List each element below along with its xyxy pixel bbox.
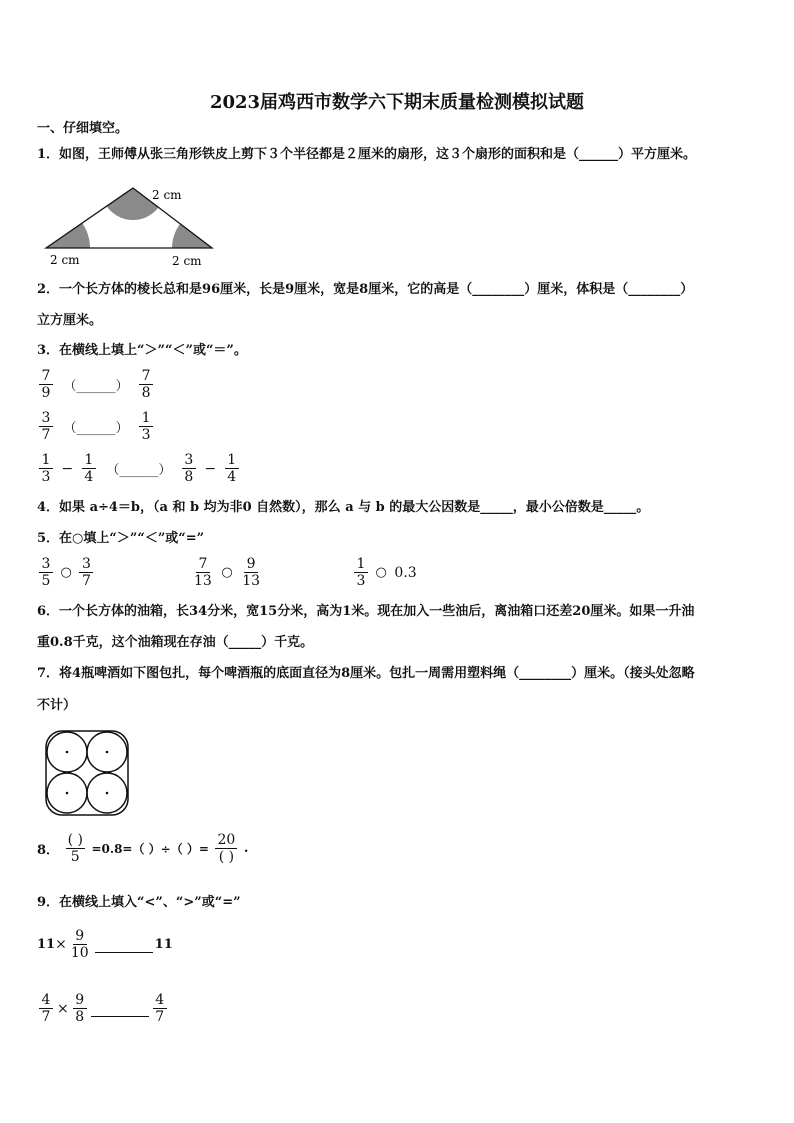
four-bottles-figure [43,728,131,818]
fraction: $\frac{3}{7}$ [39,410,53,443]
question-5-text: 5．在○填上“＞”“＜”或“=” [37,531,205,546]
q9-expr-2: $\frac{4}{7}$ × $\frac{9}{8}$ $\frac{4}{7}$ [37,992,169,1025]
question-6-line2: 重0.8千克，这个油箱现在存油（_____）千克。 [37,635,314,650]
question-9-text: 9．在横线上填入“<”、“>”或“=” [37,895,241,910]
fraction-blank[interactable]: $\frac{20}{( )}$ [217,832,236,865]
answer-line[interactable] [95,936,153,953]
triangle-sectors-figure [40,178,220,270]
answer-blank[interactable]: （______） [63,421,129,436]
fraction: $\frac{7}{9}$ [39,368,53,401]
q3-row-2 [37,410,155,443]
q3-row-1 [37,368,155,401]
label-right: 2 cm [172,254,202,268]
question-1-text: 1．如图，王师傅从张三角形铁皮上剪下３个半径都是２厘米的扇形，这３个扇形的面积和是（______）平方厘米。 [37,147,697,162]
rope-outline [46,731,128,815]
answer-blank[interactable]: （______） [106,463,172,478]
compare-circle[interactable]: ○ [60,565,72,580]
question-7-line1: 7．将4瓶啤酒如下图包扎，每个啤酒瓶的底面直径为8厘米。包扎一周需用塑料绳（________）厘米。（接头处忽略 [37,666,695,681]
question-2-line2: 立方厘米。 [37,313,103,328]
fraction-blank[interactable]: $\frac{( )}{5}$ [67,832,83,865]
fraction: $\frac{1}{4}$ [82,452,96,485]
fraction: $\frac{1}{4}$ [225,452,239,485]
question-3-text: 3．在横线上填上“＞”“＜”或“＝”。 [37,343,247,358]
section-heading: 一、仔细填空。 [37,121,129,136]
q5-expr-2: $\frac{7}{13}$ ○ $\frac{9}{13}$ [194,556,261,589]
q3-row-3: $\frac{1}{3}$ − $\frac{1}{4}$ （______） $\frac{3}{8}$ − $\frac{1}{4}$ [37,452,241,485]
question-2-line1: 2．一个长方体的棱长总和是96厘米，长是9厘米，宽是8厘米，它的高是（________）厘米，体积是（________） [37,282,694,297]
fraction: $\frac{3}{8}$ [182,452,196,485]
compare-circle[interactable]: ○ [221,565,233,580]
question-7-line2: 不计） [37,698,77,713]
compare-circle[interactable]: ○ [375,565,387,580]
question-4-text: 4．如果 a÷4＝b，（a 和 b 均为非0 自然数），那么 a 与 b 的最大公因数是_____，最小公倍数是_____。 [37,500,650,515]
q5-expr-3: $\frac{1}{3}$ ○ 0.3 [352,556,419,589]
answer-blank[interactable]: （______） [63,379,129,394]
fraction: $\frac{1}{3}$ [39,452,53,485]
q9-expr-1: 11× $\frac{9}{10}$ 11 [37,928,173,961]
question-6-line1: 6．一个长方体的油箱，长34分米，宽15分米，高为1米。现在加入一些油后，离油箱口还差20厘米。如果一升油 [37,604,695,619]
question-8: 8． $\frac{( )}{5}$ =0.8=（ ）÷（ ）= $\frac{20}{( )}$ . [37,832,249,865]
answer-line[interactable] [91,1000,149,1017]
label-top: 2 cm [152,188,182,202]
q5-expr-1: $\frac{3}{5}$ ○ $\frac{3}{7}$ [37,556,95,589]
fraction: $\frac{7}{8}$ [139,368,153,401]
fraction: $\frac{1}{3}$ [139,410,153,443]
label-left: 2 cm [50,253,80,267]
page-title: 2023届鸡西市数学六下期末质量检测模拟试题 [209,92,585,113]
